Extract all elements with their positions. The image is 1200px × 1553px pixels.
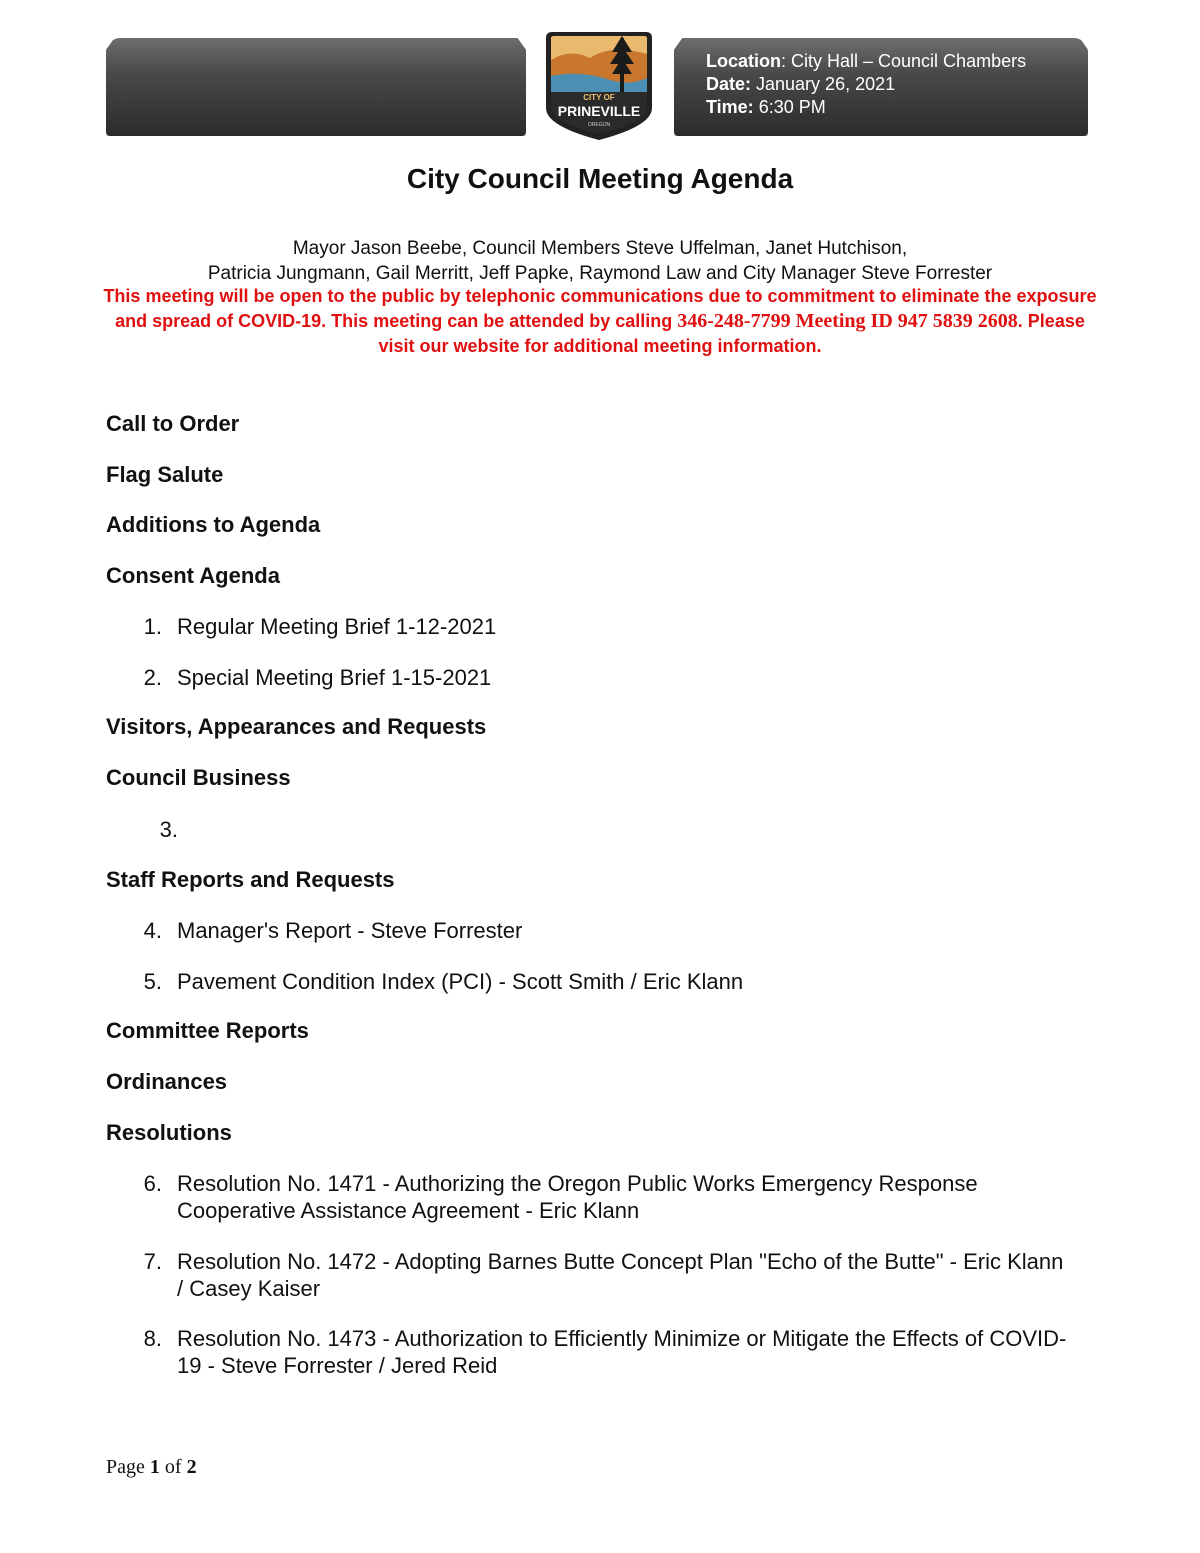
meeting-date: Date: January 26, 2021 [706,74,896,94]
agenda-item: 6. Resolution No. 1471 - Authorizing the Oregon Public Works Emergency Response Cooperative Assistance Agreement - Eric Klann [143,1171,978,1223]
section-visitors: Visitors, Appearances and Requests [106,714,487,739]
agenda-item: 8. Resolution No. 1473 - Authorization to Efficiently Minimize or Mitigate the Effects of COVID-19 - Steve Forrester / Jered Reid [143,1326,1067,1378]
logo-line2: PRINEVILLE [557,103,641,119]
members-line-1: Mayor Jason Beebe, Council Members Steve Uffelman, Janet Hutchison, [292,238,908,259]
section-call-to-order: Call to Order [106,411,240,436]
meeting-info [706,50,1026,119]
meeting-time: Time: 6:30 PM [706,97,826,117]
covid-notice: This meeting will be open to the public by telephonic communications due to commitment to eliminate the exposure and spread of COVID-19. This meeting can be attended by calling 346-248-7799 Meeting ID 947 5839 2608. Please visit our website for additional meeting information. [103,286,1097,356]
agenda-item: 4. Manager's Report - Steve Forrester [143,918,523,943]
logo-line1: CITY OF [583,93,615,102]
page-number: Page 1 of 2 [106,1456,197,1478]
section-consent-agenda: Consent Agenda [106,563,280,588]
agenda-item: 5. Pavement Condition Index (PCI) - Scott Smith / Eric Klann [143,969,744,994]
agenda-item: 1. Regular Meeting Brief 1-12-2021 [143,614,497,639]
meeting-location: Location: City Hall – Council Chambers [706,51,1027,71]
header-banner-left [106,38,526,136]
section-staff-reports: Staff Reports and Requests [106,867,395,892]
section-council-business: Council Business [106,765,291,790]
members-line-2: Patricia Jungmann, Gail Merritt, Jeff Papke, Raymond Law and City Manager Steve Forrester [207,263,993,284]
section-ordinances: Ordinances [106,1069,228,1094]
logo-line3: OREGON [587,122,611,128]
agenda-item: 2. Special Meeting Brief 1-15-2021 [143,665,492,690]
section-flag-salute: Flag Salute [106,462,224,487]
section-committee-reports: Committee Reports [106,1018,309,1043]
meeting-phone: 346-248-7799 Meeting ID 947 5839 2608 [677,310,1018,332]
section-resolutions: Resolutions [106,1120,232,1145]
agenda-item: 7. Resolution No. 1472 - Adopting Barnes Butte Concept Plan "Echo of the Butte" - Eric Klann / Casey Kaiser [143,1249,1064,1301]
section-additions: Additions to Agenda [106,512,321,537]
council-members [0,236,1200,286]
page-title: City Council Meeting Agenda [406,163,794,194]
city-logo [540,30,658,142]
